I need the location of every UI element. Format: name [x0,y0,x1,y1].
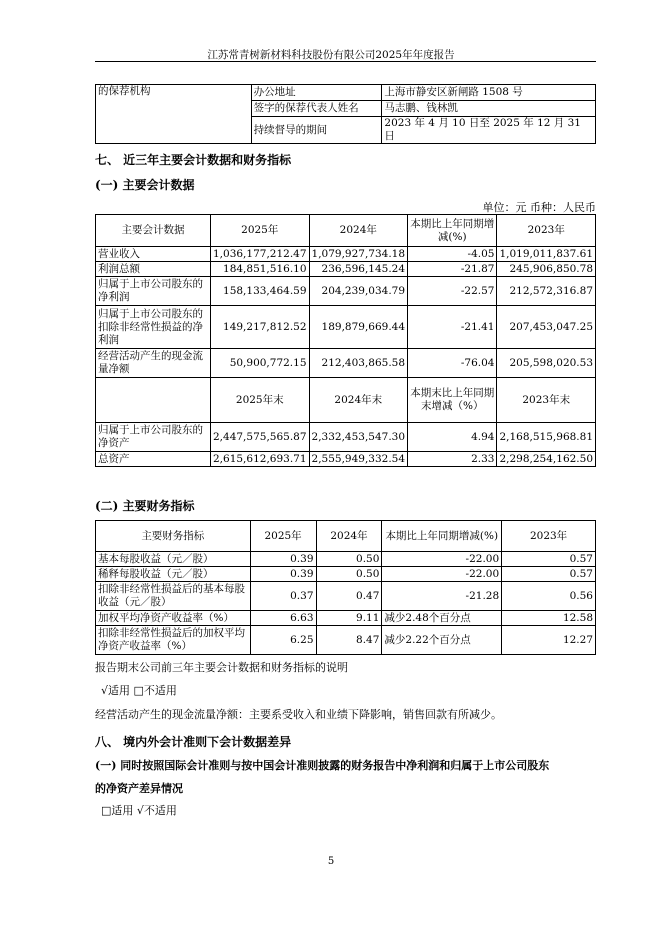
col-header: 主要会计数据 [96,215,211,247]
table-cell: 减少2.22个百分点 [382,626,502,655]
table-cell: -4.05 [408,247,497,262]
table-row [96,247,596,262]
col-header: 2024年末 [309,378,408,423]
table-cell: 减少2.48个百分点 [382,611,502,626]
table-cell: 0.57 [502,552,596,567]
table-cell: 205,598,020.53 [497,349,596,378]
table-cell: -21.41 [408,306,497,349]
table-row [96,626,596,655]
table-cell: 2,168,515,968.81 [497,423,596,452]
applicable-options: √适用 □不适用 [101,684,177,697]
table-row [96,262,596,277]
table-header-row [96,521,596,552]
table-cell: 2023 年 4 月 10 日至 2025 年 12 月 31 日 [382,117,596,144]
table-cell: 236,596,145.24 [309,262,408,277]
col-header: 2024年 [309,215,408,247]
section-7-2-title: (二) 主要财务指标 [95,499,195,513]
table-cell: 149,217,812.52 [211,306,310,349]
table-cell: -22.57 [408,277,497,306]
table-row [96,552,596,567]
table-cell: 50,900,772.15 [211,349,310,378]
section-7-title: 七、 近三年主要会计数据和财务指标 [95,153,292,167]
table-cell: 办公地址 [251,85,382,101]
table-row [96,85,596,101]
report-header: 江苏常青树新材料科技股份有限公司2025年年度报告 [207,49,455,61]
table-cell: -22.00 [382,567,502,582]
col-header: 本期比上年同期增减(%) [408,215,497,247]
table-cell: 0.47 [316,582,382,611]
table-cell: 持续督导的期间 [251,117,382,144]
accounting-data-table [95,214,596,467]
table-cell: 2,615,612,693.71 [211,452,310,467]
section-8-title: 八、 境内外会计准则下会计数据差异 [95,735,292,749]
table-cell: 6.25 [250,626,316,655]
sponsor-table [95,84,596,144]
section-7-1-title: (一) 主要会计数据 [95,178,195,192]
table-cell: 签字的保荐代表人姓名 [251,101,382,117]
row-label: 归属于上市公司股东的净利润 [96,277,211,306]
table-cell: 8.47 [316,626,382,655]
table-cell: 0.37 [250,582,316,611]
table-row [96,582,596,611]
col-header: 2024年 [316,521,382,552]
col-header: 2023年 [502,521,596,552]
table-row [96,277,596,306]
table-cell: 184,851,516.10 [211,262,310,277]
table-cell: 189,879,669.44 [309,306,408,349]
table-cell: 2.33 [408,452,497,467]
row-label: 稀释每股收益（元／股） [96,567,251,582]
note-title: 报告期末公司前三年主要会计数据和财务指标的说明 [95,661,348,674]
unit-line: 单位：元 币种：人民币 [482,201,596,214]
row-label: 营业收入 [96,247,211,262]
sponsor-label: 的保荐机构 [96,85,252,144]
section-8-1-title-line2: 的净资产差异情况 [95,782,183,795]
col-header: 2025年末 [211,378,310,423]
table-cell: 2,332,453,547.30 [309,423,408,452]
col-header: 主要财务指标 [96,521,251,552]
col-header: 2023年末 [497,378,596,423]
table-header-row [96,378,596,423]
table-cell: 12.58 [502,611,596,626]
table-row [96,611,596,626]
table-cell: 0.39 [250,567,316,582]
table-row [96,452,596,467]
col-header: 2025年 [211,215,310,247]
table-cell: 0.50 [316,552,382,567]
financial-indicators-table [95,520,596,655]
table-cell: 2,447,575,565.87 [211,423,310,452]
row-label: 经营活动产生的现金流量净额 [96,349,211,378]
table-cell: -76.04 [408,349,497,378]
col-header: 2023年 [497,215,596,247]
table-cell: 4.94 [408,423,497,452]
table-cell: 1,036,177,212.47 [211,247,310,262]
table-row [96,567,596,582]
table-cell: 207,453,047.25 [497,306,596,349]
table-cell: -22.00 [382,552,502,567]
table-cell: 0.57 [502,567,596,582]
page-number: 5 [327,856,335,867]
table-cell: 6.63 [250,611,316,626]
row-label: 扣除非经常性损益后的加权平均净资产收益率（%） [96,626,251,655]
row-label: 归属于上市公司股东的净资产 [96,423,211,452]
section-8-1-title-line1: (一) 同时按照国际会计准则与按中国会计准则披露的财务报告中净利润和归属于上市公司股东 [95,759,550,772]
table-cell: 245,906,850.78 [497,262,596,277]
row-label: 利润总额 [96,262,211,277]
table-cell: 2,298,254,162.50 [497,452,596,467]
table-cell: 212,572,316.87 [497,277,596,306]
table-row [96,423,596,452]
table-row [96,349,596,378]
row-label: 扣除非经常性损益后的基本每股收益（元／股） [96,582,251,611]
table-cell: 1,019,011,837.61 [497,247,596,262]
table-cell: 212,403,865.58 [309,349,408,378]
table-cell: 12.27 [502,626,596,655]
table-row [96,306,596,349]
table-cell: -21.28 [382,582,502,611]
table-cell: 0.56 [502,582,596,611]
table-cell: 上海市静安区新闸路 1508 号 [382,85,596,101]
col-header: 本期比上年同期增减(%) [382,521,502,552]
table-header-row [96,215,596,247]
table-cell: 158,133,464.59 [211,277,310,306]
col-header [96,378,211,423]
table-cell: 0.39 [250,552,316,567]
row-label: 基本每股收益（元／股） [96,552,251,567]
col-header: 本期末比上年同期末增减（%） [408,378,497,423]
table-cell: 马志鹏、钱林凯 [382,101,596,117]
note-text: 经营活动产生的现金流量净额：主要系受收入和业绩下降影响，销售回款有所减少。 [95,708,502,721]
row-label: 归属于上市公司股东的扣除非经常性损益的净利润 [96,306,211,349]
applicable-options: □适用 √不适用 [101,804,177,817]
row-label: 总资产 [96,452,211,467]
table-cell: 204,239,034.79 [309,277,408,306]
header-divider [95,61,596,62]
col-header: 2025年 [250,521,316,552]
table-cell: 9.11 [316,611,382,626]
table-cell: 2,555,949,332.54 [309,452,408,467]
table-cell: 0.50 [316,567,382,582]
row-label: 加权平均净资产收益率（%） [96,611,251,626]
table-cell: 1,079,927,734.18 [309,247,408,262]
table-cell: -21.87 [408,262,497,277]
